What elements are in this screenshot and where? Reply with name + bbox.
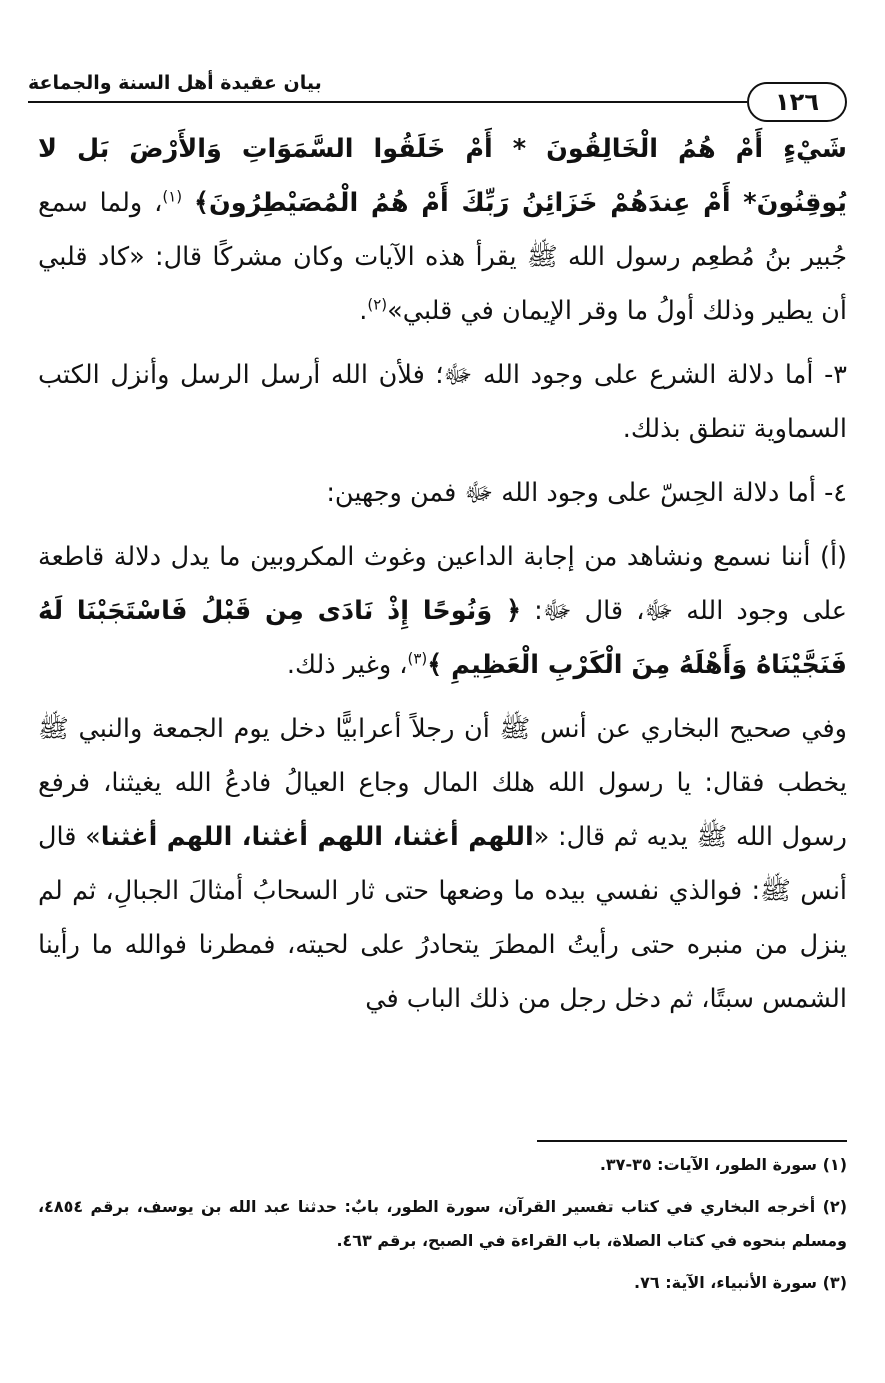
footnote-ref-3: (٣) [407, 649, 428, 668]
page-number: ١٢٦ [747, 82, 847, 122]
paragraph-quran-verse [38, 122, 847, 338]
hadith-supplication: اللهم أغثنا، اللهم أغثنا، اللهم أغثنا [100, 822, 534, 852]
footnote-ref-1: (١) [162, 187, 183, 206]
running-title: بيان عقيدة أهل السنة والجماعة [28, 72, 322, 94]
hadith-text-b: » قال أنس ﷺ: فوالذي نفسي بيده ما وضعها حتى ثار السحابُ أمثالَ الجبالِ، ثم لم ينزل من منبره حتى رأيتُ المطرَ يتحادرُ على لحيته، فمطرنا فوالله ما رأينا الشمس سبتًا، ثم دخل رجل من ذلك الباب في [38, 822, 847, 1014]
footnote-rule [537, 1140, 847, 1142]
footnote-1: (١) سورة الطور، الآيات: ٣٥-٣٧. [599, 1155, 847, 1174]
header-rule [28, 101, 747, 103]
paragraph-text: ، ولما سمع جُبير بنُ مُطعِم رسول الله ﷺ يقرأ هذه الآيات وكان مشركًا قال: «كاد قلبي أن يطير وذلك أولُ ما وقر الإيمان في قلبي» [38, 188, 847, 326]
quran-verse: شَيْءٍ أَمْ هُمُ الْخَالِقُونَ * أَمْ خَلَقُوا السَّمَوَاتِ وَالأَرْضَ بَل لا يُوقِنُونَ* أَمْ عِندَهُمْ خَزَائِنُ رَبِّكَ أَمْ هُمُ الْمُصَيْطِرُونَ﴾ [38, 134, 847, 218]
paragraph-end: ، وغير ذلك. [286, 650, 408, 680]
paragraph-shar-evidence: ٣- أما دلالة الشرع على وجود الله ﷻ؛ فلأن الله أرسل الرسل وأنزل الكتب السماوية تنطق بذلك. [38, 360, 847, 444]
footnote-2: (٢) أخرجه البخاري في كتاب تفسير القرآن، سورة الطور، بابٌ: حدثنا عبد الله بن يوسف، برقم ٤٨٥٤، ومسلم بنحوه في كتاب الصلاة، باب القراءة في الصبح، برقم ٤٦٣. [38, 1197, 847, 1250]
paragraph-first-aspect [38, 530, 847, 692]
body-text [38, 122, 847, 1026]
footnotes [38, 1140, 847, 1300]
paragraph-hadith [38, 702, 847, 1026]
paragraph-text: (أ) أننا نسمع ونشاهد من إجابة الداعين وغوث المكروبين ما يدل دلالة قاطعة على وجود الله ﷻ، قال ﷻ: [38, 542, 847, 626]
quran-verse: ﴿ وَنُوحًا إِذْ نَادَى مِن قَبْلُ فَاسْتَجَبْنَا لَهُ فَنَجَّيْنَاهُ وَأَهْلَهُ مِنَ الْكَرْبِ الْعَظِيمِ ﴾ [38, 596, 847, 680]
footnote-ref-2: (٢) [367, 295, 388, 314]
hadith-text-a: وفي صحيح البخاري عن أنس ﷺ أن رجلاً أعرابيًّا دخل يوم الجمعة والنبي ﷺ يخطب فقال: يا رسول الله هلك المال وجاع العيالُ فادعُ الله يغيثنا، فرفع رسول الله ﷺ يديه ثم قال: « [38, 714, 847, 852]
page-header [28, 72, 847, 116]
paragraph-sense-evidence: ٤- أما دلالة الحِسّ على وجود الله ﷻ فمن وجهين: [326, 478, 847, 508]
footnote-3: (٣) سورة الأنبياء، الآية: ٧٦. [634, 1273, 847, 1292]
paragraph-end: . [359, 296, 368, 326]
